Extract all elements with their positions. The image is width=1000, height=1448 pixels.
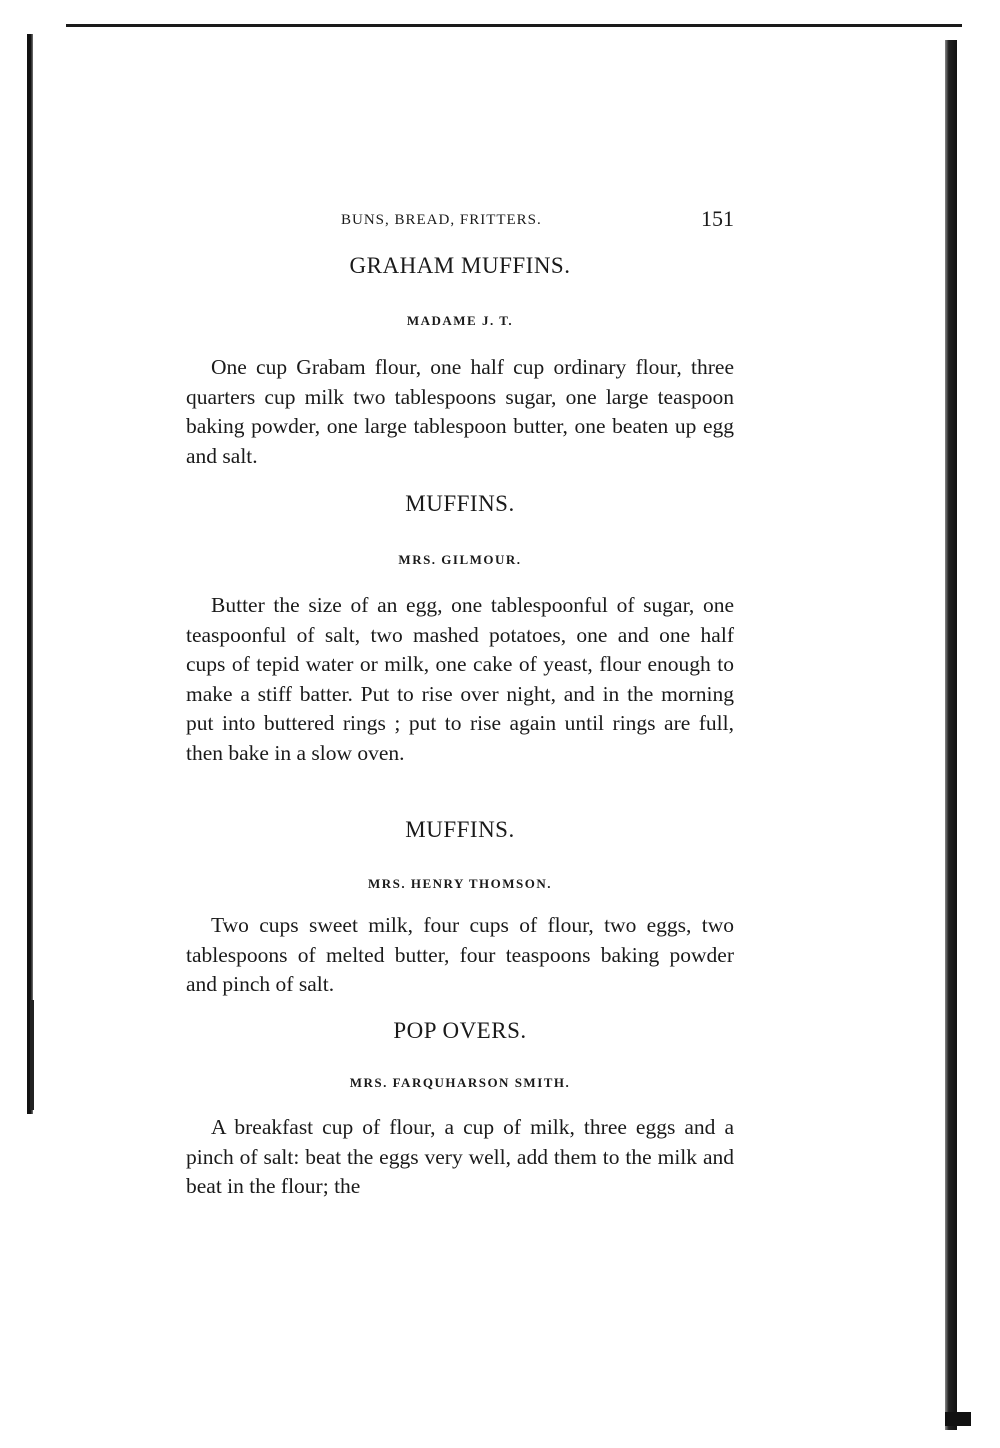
recipe-author: MRS. HENRY THOMSON. — [367, 876, 553, 891]
recipe-author: MRS. FARQUHARSON SMITH. — [349, 1075, 571, 1090]
recipe-text: One cup Grabam flour, one half cup ordinary flour, three quarters cup milk two tablespoons sugar, one large teaspoon baking powder, one large tablespoon butter, one beaten up egg and salt. — [186, 355, 734, 468]
right-page-edge-foot — [945, 1412, 971, 1426]
recipe-author: MRS. GILMOUR. — [398, 552, 522, 567]
recipe-author: MADAME J. T. — [406, 313, 514, 328]
recipe-text: Butter the size of an egg, one tablespoonful of sugar, one teaspoonful of salt, two mashed potatoes, one and one half cups of tepid water or milk, one cake of yeast, flour enough to make a stiff batter. Put to rise over night, and in the morning put into buttered rings ; put to rise again until rings are full, then bake in a slow oven. — [186, 593, 734, 765]
left-page-edge-mark — [30, 1000, 34, 1110]
recipe-text: Two cups sweet milk, four cups of flour, two eggs, two tablespoons of melted butter, four teaspoons baking powder and pinch of salt. — [186, 913, 734, 996]
running-head — [186, 206, 734, 234]
right-page-edge — [945, 40, 957, 1430]
running-head-title: BUNS, BREAD, FRITTERS. — [341, 212, 542, 228]
recipe-title: MUFFINS. — [405, 491, 515, 516]
recipe-title: MUFFINS. — [405, 817, 515, 842]
recipe-title: POP OVERS. — [393, 1018, 527, 1043]
recipe-text: A breakfast cup of flour, a cup of milk, three eggs and a pinch of salt: beat the eggs very well, add them to the milk and beat in the flour; the — [186, 1115, 734, 1198]
left-page-edge — [27, 34, 33, 1114]
top-page-edge — [66, 24, 962, 27]
recipe-title: GRAHAM MUFFINS. — [349, 253, 571, 278]
page-number: 151 — [701, 206, 734, 231]
